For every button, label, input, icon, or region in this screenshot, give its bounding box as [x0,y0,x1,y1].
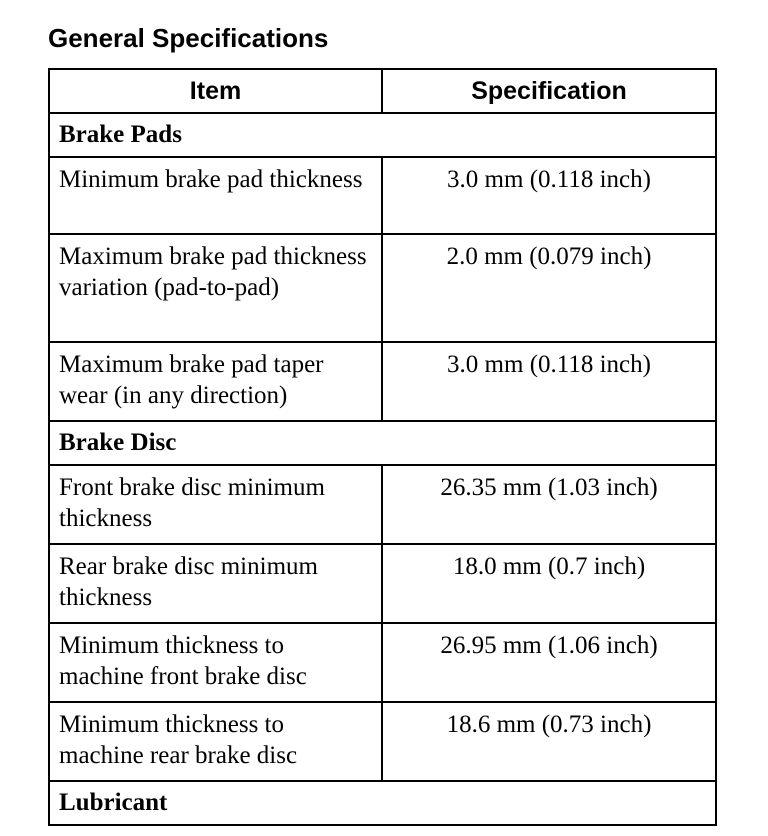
spec-cell: 26.35 mm (1.03 inch) [382,465,716,544]
column-header-item: Item [49,69,382,113]
item-cell: Minimum brake pad thickness [49,157,382,234]
table-row [49,544,716,623]
table-row [49,465,716,544]
column-header-specification: Specification [382,69,716,113]
spec-cell: 2.0 mm (0.079 inch) [382,234,716,342]
spec-cell: 3.0 mm (0.118 inch) [382,157,716,234]
spec-cell: 26.95 mm (1.06 inch) [382,623,716,702]
table-header-row [49,69,716,113]
spec-cell: 18.0 mm (0.7 inch) [382,544,716,623]
section-row-brake-pads [49,113,716,157]
spec-cell: 3.0 mm (0.118 inch) [382,342,716,421]
section-title: Lubricant [49,781,716,825]
table-row [49,702,716,781]
spec-cell: 18.6 mm (0.73 inch) [382,702,716,781]
page-title: General Specifications [48,23,329,53]
item-cell: Maximum brake pad thickness variation (pad-to-pad) [49,234,382,342]
item-cell: Minimum thickness to machine front brake disc [49,623,382,702]
table-row [49,234,716,342]
item-cell: Minimum thickness to machine rear brake disc [49,702,382,781]
table-row [49,157,716,234]
spec-table [48,68,717,826]
section-row-brake-disc [49,421,716,465]
table-row [49,342,716,421]
section-row-lubricant [49,781,716,825]
item-cell: Maximum brake pad taper wear (in any direction) [49,342,382,421]
section-title: Brake Pads [49,113,716,157]
item-cell: Front brake disc minimum thickness [49,465,382,544]
section-title: Brake Disc [49,421,716,465]
table-row [49,623,716,702]
item-cell: Rear brake disc minimum thickness [49,544,382,623]
